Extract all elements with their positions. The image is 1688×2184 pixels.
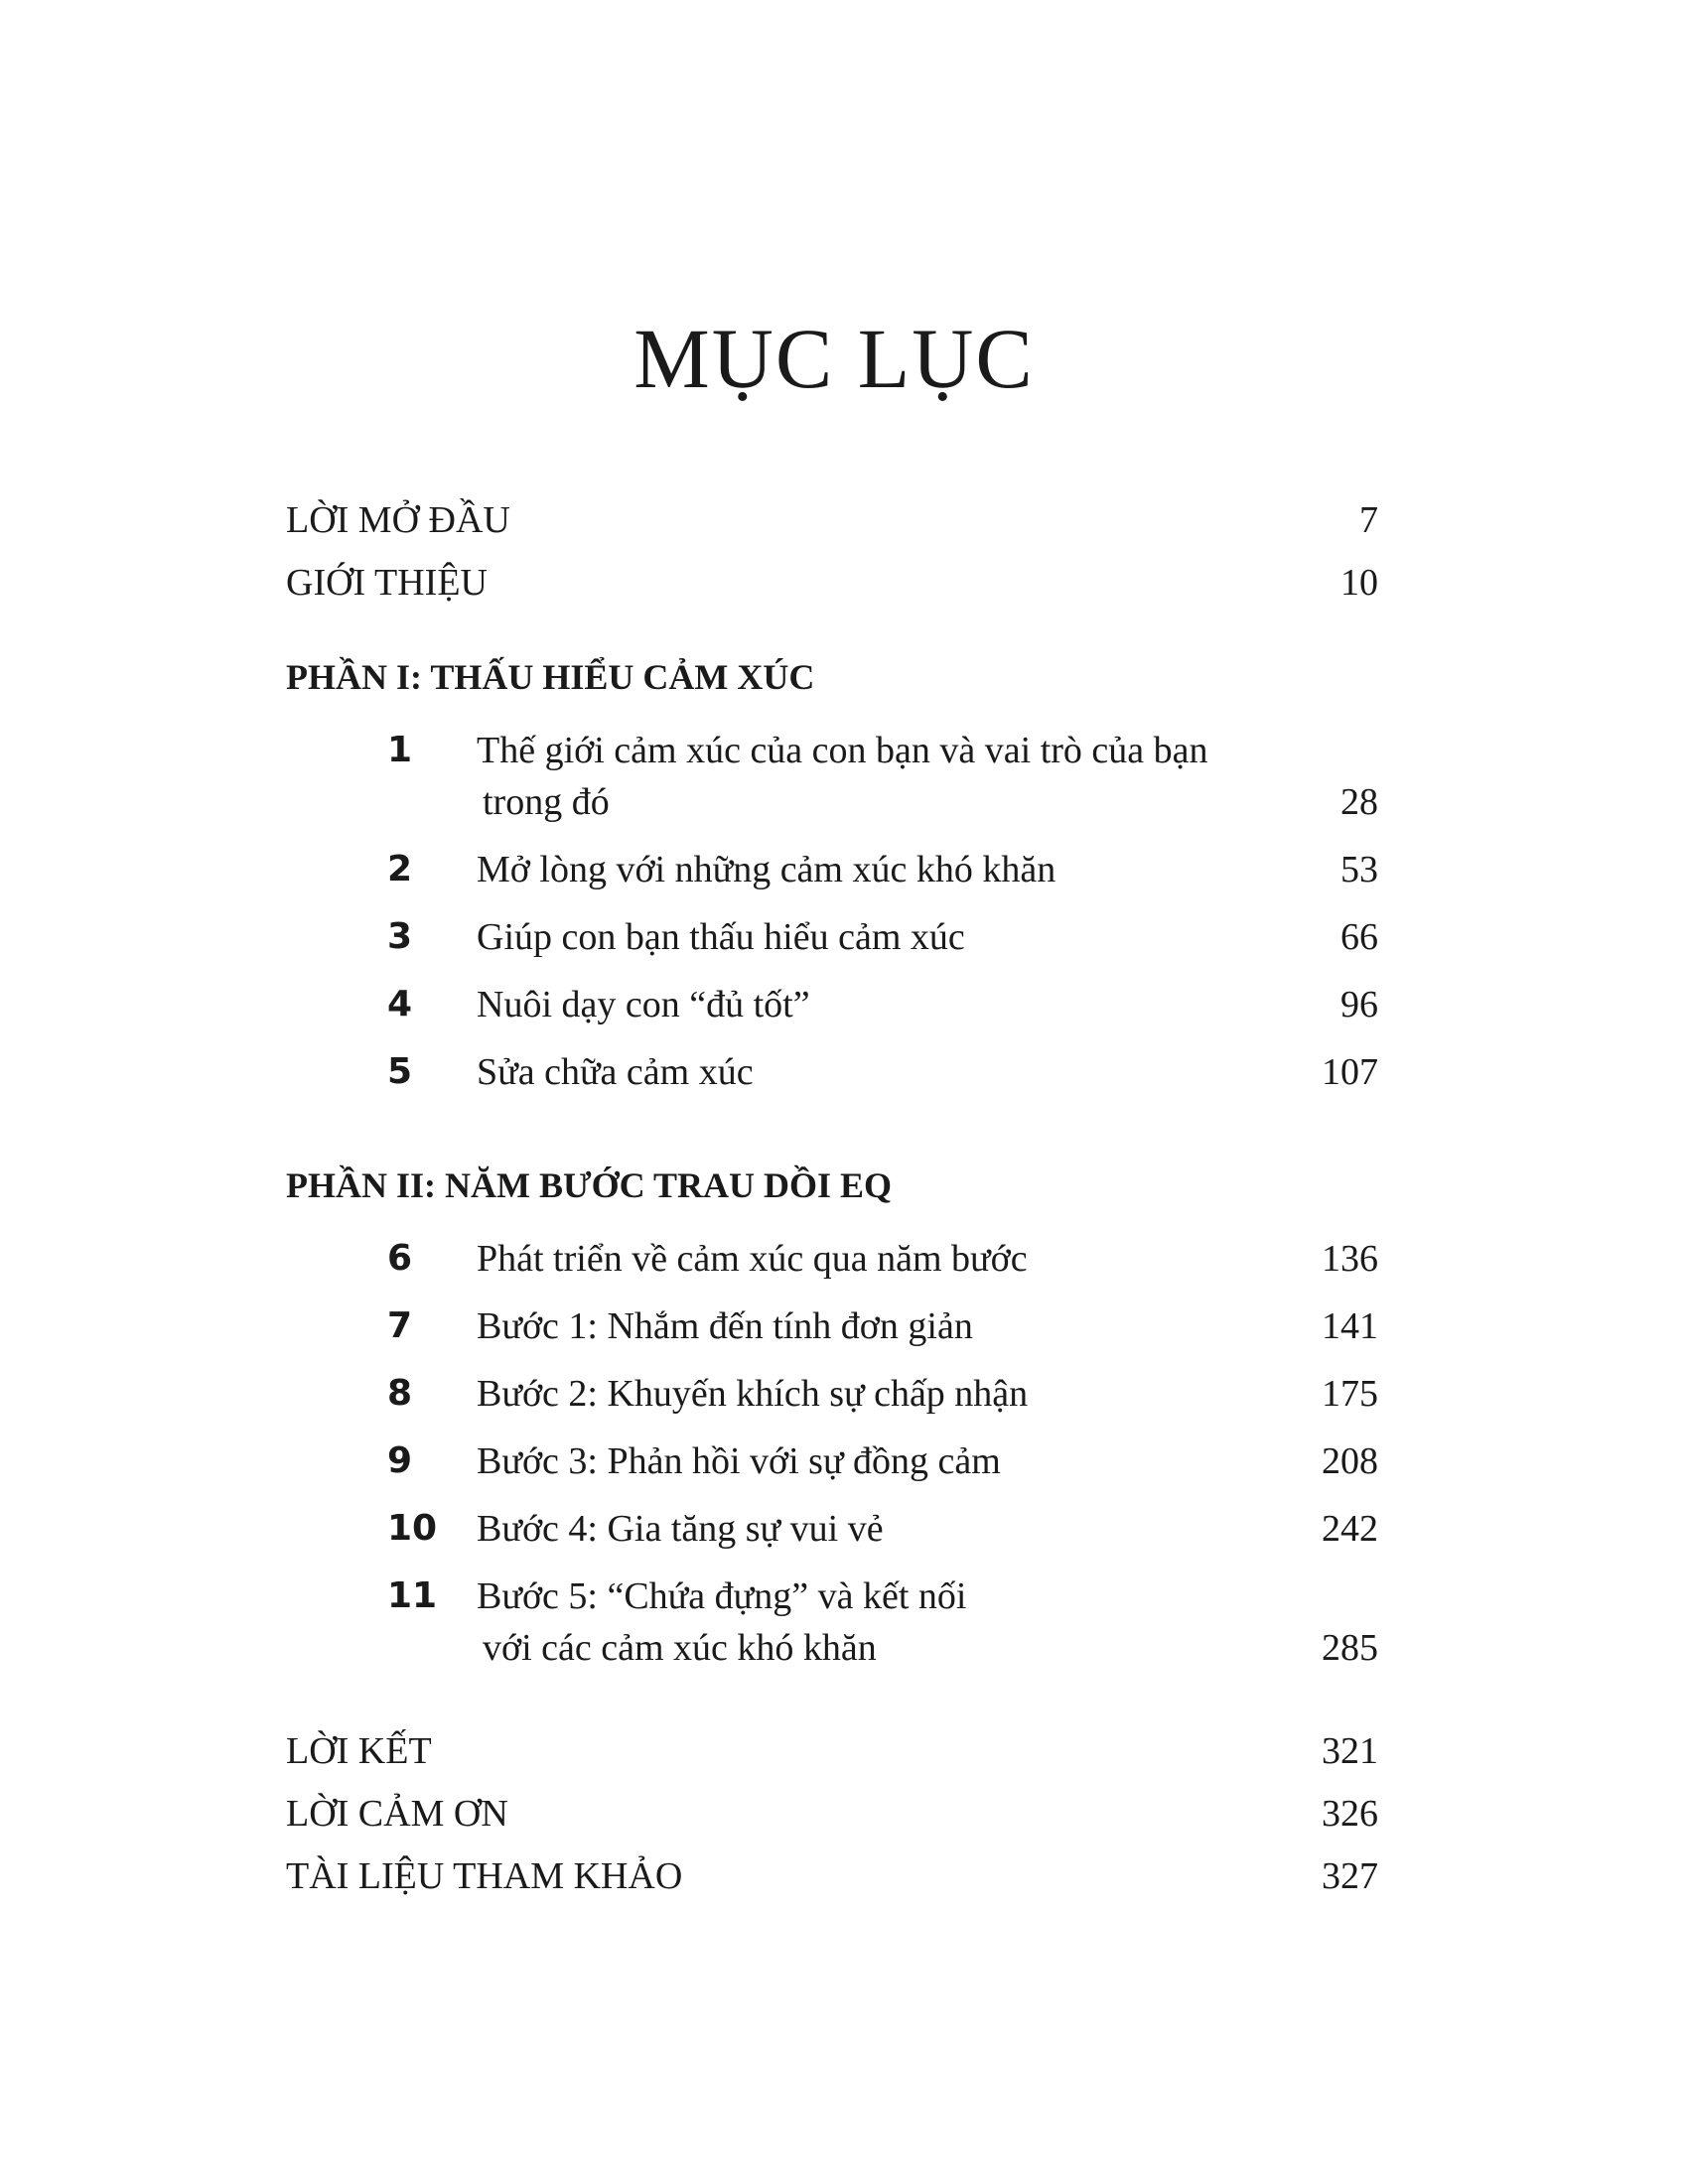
entry-label: GIỚI THIỆU [286, 562, 488, 604]
chapter-title: Thế giới cảm xúc của con bạn và vai trò của bạn [477, 730, 1208, 771]
part-1-heading: PHẦN I: THẤU HIỂU CẢM XÚC [286, 657, 815, 697]
chapter-number: 7 [387, 1305, 413, 1346]
chapter-title-continued: trong đó [483, 781, 610, 823]
entry-label: LỜI CẢM ƠN [286, 1793, 508, 1835]
chapter-title: Nuôi dạy con “đủ tốt” [477, 984, 810, 1025]
chapter-number: 8 [387, 1373, 413, 1414]
page-title: MỤC LỤC [633, 311, 1035, 406]
chapter-title: Giúp con bạn thấu hiểu cảm xúc [477, 916, 965, 958]
chapter-page: 242 [1322, 1508, 1378, 1550]
chapter-number: 1 [387, 730, 413, 770]
chapter-title: Bước 1: Nhắm đến tính đơn giản [477, 1305, 973, 1347]
chapter-page: 285 [1322, 1627, 1378, 1669]
chapter-number: 10 [387, 1508, 438, 1549]
chapter-number: 5 [387, 1051, 413, 1092]
entry-label: LỜI MỞ ĐẦU [286, 499, 510, 541]
chapter-page: 107 [1322, 1051, 1378, 1093]
chapter-page: 66 [1340, 916, 1378, 958]
chapter-title: Bước 2: Khuyến khích sự chấp nhận [477, 1373, 1029, 1415]
chapter-number: 9 [387, 1440, 413, 1481]
chapter-number: 6 [387, 1238, 413, 1279]
chapter-title: Mở lòng với những cảm xúc khó khăn [477, 849, 1056, 890]
chapter-title: Bước 3: Phản hồi với sự đồng cảm [477, 1440, 1001, 1482]
chapter-title: Sửa chữa cảm xúc [477, 1051, 754, 1093]
chapter-page: 136 [1322, 1238, 1378, 1280]
chapter-title: Bước 4: Gia tăng sự vui vẻ [477, 1508, 884, 1550]
chapter-page: 28 [1340, 781, 1378, 823]
chapter-page: 208 [1322, 1440, 1378, 1482]
chapter-page: 175 [1322, 1373, 1378, 1415]
chapter-title-continued: với các cảm xúc khó khăn [483, 1627, 877, 1669]
entry-label: LỜI KẾT [286, 1730, 432, 1772]
entry-page: 10 [1340, 562, 1378, 604]
chapter-page: 53 [1340, 849, 1378, 890]
entry-label: TÀI LIỆU THAM KHẢO [286, 1855, 683, 1897]
entry-page: 321 [1322, 1730, 1378, 1772]
chapter-page: 141 [1322, 1305, 1378, 1347]
entry-page: 7 [1359, 499, 1378, 541]
chapter-number: 11 [387, 1575, 438, 1616]
entry-page: 326 [1322, 1793, 1378, 1835]
chapter-number: 2 [387, 849, 413, 889]
chapter-number: 3 [387, 916, 413, 957]
part-2-heading: PHẦN II: NĂM BƯỚC TRAU DỒI EQ [286, 1165, 893, 1205]
entry-page: 327 [1322, 1855, 1378, 1897]
chapter-page: 96 [1340, 984, 1378, 1025]
chapter-title: Bước 5: “Chứa đựng” và kết nối [477, 1575, 967, 1617]
chapter-title: Phát triển về cảm xúc qua năm bước [477, 1238, 1028, 1280]
chapter-number: 4 [387, 984, 413, 1024]
